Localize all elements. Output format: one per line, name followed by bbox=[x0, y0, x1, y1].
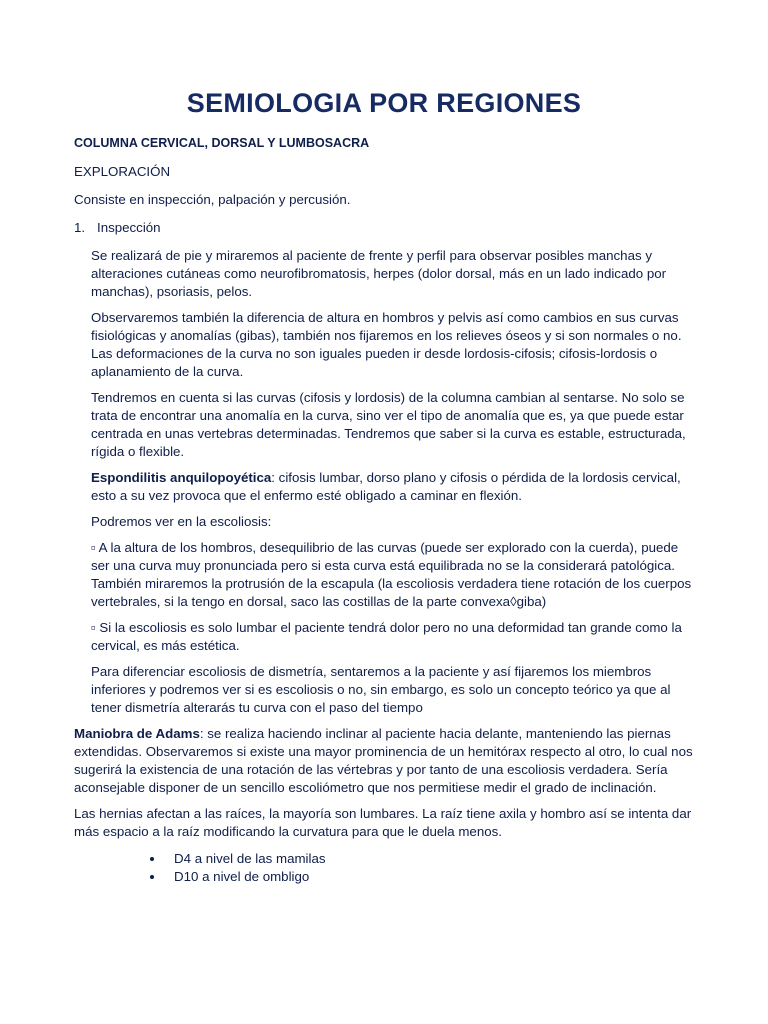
list-item: D10 a nivel de ombligo bbox=[174, 868, 694, 886]
paragraph-tendremos: Tendremos en cuenta si las curvas (cifosis y lordosis) de la columna cambian al sentarse. No solo se trata de encontrar una anomalía en la curva, sino ver el tipo de anomalía que es, ya que puede estar centrada en unas vertebras determinadas. Tendremos que saber si la curva es estable, estructurada, rígida o flexible. bbox=[91, 390, 686, 459]
consiste-paragraph: Consiste en inspección, palpación y percusión. bbox=[74, 192, 351, 207]
adams-text: : se realiza haciendo inclinar al paciente hacia delante, manteniendo las piernas extendidas. Observaremos si existe una mayor prominencia de un hemitórax respecto al otro, lo cual nos sugerirá la existencia de una rotación de las vértebras y por tanto de una escoliosis verdadera. Sería aconsejable disponer de un sencillo escoliómetro que nos permitiese medir el grado de inclinación. bbox=[74, 726, 693, 795]
inspeccion-heading bbox=[74, 219, 694, 237]
adams-term: Maniobra de Adams bbox=[74, 726, 200, 741]
paragraph-adams bbox=[74, 725, 694, 797]
list-item: D4 a nivel de las mamilas bbox=[174, 850, 694, 868]
paragraph-podremos: Podremos ver en la escoliosis: bbox=[91, 514, 272, 529]
inspeccion-number: 1. bbox=[74, 220, 86, 235]
exploracion-heading: EXPLORACIÓN bbox=[74, 164, 171, 179]
paragraph-observaremos: Observaremos también la diferencia de altura en hombros y pelvis así como cambios en sus curvas fisiológicas y anomalías (gibas), también nos fijaremos en los relieves óseos y si son normales o no. Las deformaciones de la curva no son iguales pueden ir desde lordosis-cifosis; cifosis-lordosis o aplanamiento de la curva. bbox=[91, 310, 682, 379]
paragraph-diferenciar: Para diferenciar escoliosis de dismetría, sentaremos a la paciente y así fijaremos los miembros inferiores y podremos ver si es escoliosis o no, sin embargo, es solo un concepto teórico ya que al tener dismetría alterarás tu curva con el paso del tiempo bbox=[91, 664, 671, 715]
espondilitis-text: : cifosis lumbar, dorso plano y cifosis o pérdida de la lordosis cervical, esto a su vez provoca que el enfermo esté obligado a caminar en flexión. bbox=[91, 470, 681, 503]
paragraph-escoliosis-lumbar: ▫ Si la escoliosis es solo lumbar el paciente tendrá dolor pero no una deformidad tan grande como la cervical, es más estética. bbox=[91, 620, 682, 653]
paragraph-hernias: Las hernias afectan a las raíces, la mayoría son lumbares. La raíz tiene axila y hombro así se intenta dar más espacio a la raíz modificando la curvatura para que le duela menos. bbox=[74, 806, 692, 839]
paragraph-altura-hombros: ▫ A la altura de los hombros, desequilibrio de las curvas (puede ser explorado con la cuerda), puede ser una curva muy pronunciada pero si esta curva está equilibrada no se la considerará patológica. También miraremos la protrusión de la escapula (la escoliosis verdadera tiene rotación de los cuerpos vertebrales, si la tengo en dorsal, saco las costillas de la parte convexa◊giba) bbox=[91, 540, 692, 609]
paragraph-pie: Se realizará de pie y miraremos al paciente de frente y perfil para observar posibles manchas y alteraciones cutáneas como neurofibromatosis, herpes (dolor dorsal, más en un lado indicado por manchas), psoriasis, pelos. bbox=[91, 248, 667, 299]
bullet-list bbox=[74, 850, 694, 886]
inspeccion-label: Inspección bbox=[97, 220, 161, 235]
section-subtitle: COLUMNA CERVICAL, DORSAL Y LUMBOSACRA bbox=[74, 136, 370, 150]
paragraph-espondilitis bbox=[74, 469, 694, 505]
espondilitis-term: Espondilitis anquilopoyética bbox=[91, 470, 272, 485]
page-title: SEMIOLOGIA POR REGIONES bbox=[186, 88, 582, 118]
